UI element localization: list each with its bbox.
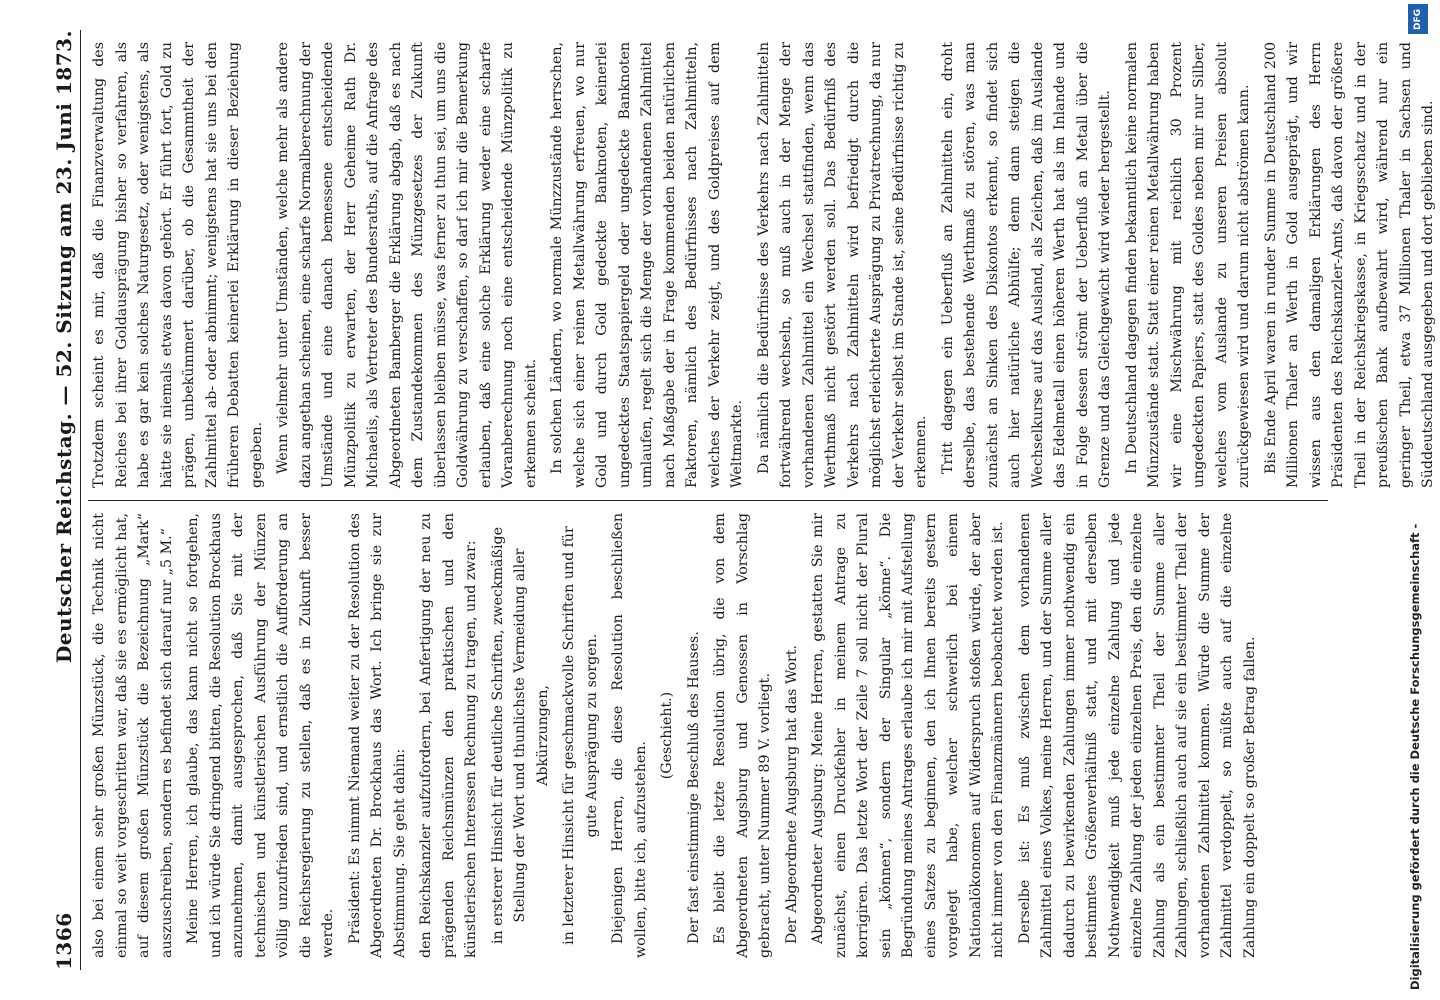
paragraph: Es bleibt die letzte Resolution übrig, die von dem Abgeordneten Augsburg und Genossen in Vorschlag gebracht, unter Nummer 89 V. vorliegt. xyxy=(712,513,773,958)
page-title: Deutscher Reichstag. — 52. Sitzung am 23. Juni 1873. xyxy=(52,30,76,664)
right-column xyxy=(88,30,1436,500)
paragraph: Der Abgeordnete Augsburg hat das Wort. xyxy=(783,644,800,944)
paragraph: Abgeordneter Augsburg: Meine Herren, gestatten Sie mir zunächst, einen Druckfehler in meinem Antrage zu korrigiren. Das letzte Wort der Zeile 7 soll nicht der Plural sein „können“, sondern der Singular „könne“. Die Begründung meines Antrages erlaube ich mir mit Aufstellung eines Satzes zu beginnen, den ich Ihnen bereits gestern vorgelegt habe, welcher schwerlich bei einem Nationalökonomen auf Widerspruch stoßen würde, der aber nicht immer von den Finanzmännern beobachtet worden ist. xyxy=(810,513,1006,958)
paragraph: In Deutschland dagegen finden bekanntlich keine normalen Münzzustände statt. Statt einer reinen Metallwährung haben wir eine Mischwährung mit reichlich 30 Prozent ungedeckten Papiers, statt des Goldes neben mir nur Silber, welches vom Auslande zu unseren Preisen absolut zurückgewiesen wird und darum nicht abströmen kann. xyxy=(1123,42,1252,488)
paragraph: Trotzdem scheint es mir, daß die Finanzverwaltung des Reiches bei ihrer Goldausprägung bisher so verfahren, als habe es gar kein solches Naturgesetz, oder wenigstens, als hätte sie niemals etwas davon gehört. Er führt fort, Gold zu prägen, unbekümmert darüber, ob die Gesammtheit der Zahlmittel ab- oder abnimmt; wenigstens hat sie uns bei den früheren Debatten keinerlei Erklärung in dieser Beziehung gegeben. xyxy=(91,42,265,488)
paragraph: in letzterer Hinsicht für geschmackvolle Schriften und für gute Ausprägung zu sorgen. xyxy=(561,526,600,945)
paragraph: Diejenigen Herren, die diese Resolution beschließen wollen, bitte ich, aufzustehen. xyxy=(610,513,649,958)
page-number: 1366 xyxy=(52,912,76,970)
digitization-sidebar xyxy=(1402,0,1432,1000)
paragraph: also bei einem sehr großen Münzstück, die Technik nicht einmal so weit vorgeschritten war, daß sie es ermöglicht hat, auf diesem großen Münzstück die Bezeichnung „Mark“ auszuschreiben, sondern es befindet sich darauf nur „5 M.“ xyxy=(91,513,175,958)
paragraph: Derselbe ist: Es muß zwischen dem vorhandenen Zahlmittel eines Volkes, meine Herren, und der Summe aller dadurch zu bewirkenden Zahlungen immer nothwendig ein bestimmtes Größenverhältniß statt, und mit derselben Nothwendigkeit muß jede einzelne Zahlung und jede einzelne Zahlung der jeden einzelnen Preis, den die einzelne Zahlung als ein bestimmter Theil der Summe aller Zahlungen, schließlich auch auf sie ein bestimmter Theil der vorhandenen Zahlmittel kommen. Würde die Summe der Zahlmittel verdoppelt, so müßte auch auf die einzelne Zahlung ein doppelt so großer Betrag fallen. xyxy=(1016,513,1258,958)
paragraph: in ersterer Hinsicht für deutliche Schriften, zweckmäßige Stellung der Wort und thunlichste Vermeidung aller Abkürzungen, xyxy=(489,526,551,945)
left-column xyxy=(88,500,1328,970)
dfg-logo: DFG xyxy=(1408,4,1428,34)
paragraph: Bis Ende April waren in runder Summe in Deutschland 200 Millionen Thaler an Werth in Gold ausgeprägt, und wir wissen aus den damaligen Erklärungen des Herrn Präsidenten des Reichskanzler-Amts, daß davon der größere Theil in der Reichskriegskasse, in Kriegsschatz und in der preußischen Bank aufbewahrt wird, während nur ein geringer Theil, etwa 37 Millionen Thaler in Sachsen und Süddeutschland ausgegeben und dort geblieben sind. xyxy=(1262,42,1436,488)
paragraph: den Reichskanzler aufzufordern, bei Anfertigung der neu zu prägenden Reichsmünzen den praktischen und den künstlerischen Interessen Rechnung zu tragen, und zwar: xyxy=(418,513,479,958)
paragraph: Präsident: Es nimmt Niemand weiter zu der Resolution des Abgeordneten Dr. Brockhaus das Wort. Ich bringe sie zur Abstimmung. Sie geht dahin: xyxy=(346,513,408,958)
paragraph: Da nämlich die Bedürfnisse des Verkehrs nach Zahlmitteln fortwährend wechseln, so muß auch in der Menge der vorhandenen Zahlmittel ein Wechsel stattfinden, wenn das Werthmaß nicht gestört werden soll. Das Bedürfniß des Verkehrs nach Zahlmitteln wird befriedigt durch die möglichst erleichterte Ausprägung zu Privatrechnung, da nur der Verkehr selbst im Stande ist, seine Bedürfnisse richtig zu erkennen. xyxy=(755,42,929,488)
paragraph: Tritt dagegen ein Ueberfluß an Zahlmitteln ein, droht derselbe, das bestehende Werthmaß zu stören, was man zunächst an Sinken des Diskontos erkennt, so findet sich auch hier natürliche Abhülfe; denn dann steigen die Wechselkurse auf das Ausland, als Zeichen, daß im Auslande das Edelmetall einen höheren Werth hat als im Inlande und in Folge dessen strömt der Ueberfluß an Metall über die Grenze und das Gleichgewicht wird wieder hergestellt. xyxy=(939,42,1113,488)
paragraph: Der fast einstimmige Beschluß des Hauses. xyxy=(685,631,702,944)
paragraph: Meine Herren, ich glaube, das kann nicht so fortgehen, und ich würde Sie dringend bitten, die Resolution Brockhaus anzunehmen, damit ausgesprochen, daß Sie mit der technischen und künstlerischen Ausführung der Münzen völlig unzufrieden sind, und ernstlich die Aufforderung an die Reichsregierung zu stellen, daß es in Zukunft besser werde. xyxy=(185,513,336,958)
page-header xyxy=(40,30,81,970)
paragraph: In solchen Ländern, wo normale Münzzustände herrschen, welche sich einer reinen Metallwährung erfreuen, wo nur Gold und durch Gold gedeckte Banknoten, keinerlei ungedecktes Staatspapiergeld oder ungedeckte Banknoten umlaufen, regelt sich die Menge der vorhandenen Zahlmittel nach Maßgabe der in Frage kommenden beiden natürlichen Faktoren, nämlich des Bedürfnisses nach Zahlmitteln, welches der Verkehr zeigt, und des Goldpreises auf dem Weltmarkte. xyxy=(549,42,745,488)
paragraph: Wenn vielmehr unter Umständen, welche mehr als andere dazu angethan scheinen, eine scharfe Normalberechnung der Umstände und eine danach bemessene entscheidende Münzpolitik zu erwarten, der Herr Geheime Rath Dr. Michaelis, als Vertreter des Bundesraths, auf die Anfrage des Abgeordneten Bamberger die Erklärung abgab, daß es nach dem Zustandekommen des Münzgesetzes der Zukunft überlassen bleiben müsse, was ferner zu thun sei, um uns die Goldwährung zu verschaffen, so darf ich mir die Bemerkung erlauben, daß eine solche Erklärung weder eine scharfe Voranberechnung noch eine entscheidende Münzpolitik zu erkennen scheint. xyxy=(275,42,539,488)
digitization-note: Digitalisierung gefördert durch die Deutsche Forschungsgemeinschaft - xyxy=(1408,523,1422,990)
paragraph: (Geschieht.) xyxy=(659,691,675,780)
